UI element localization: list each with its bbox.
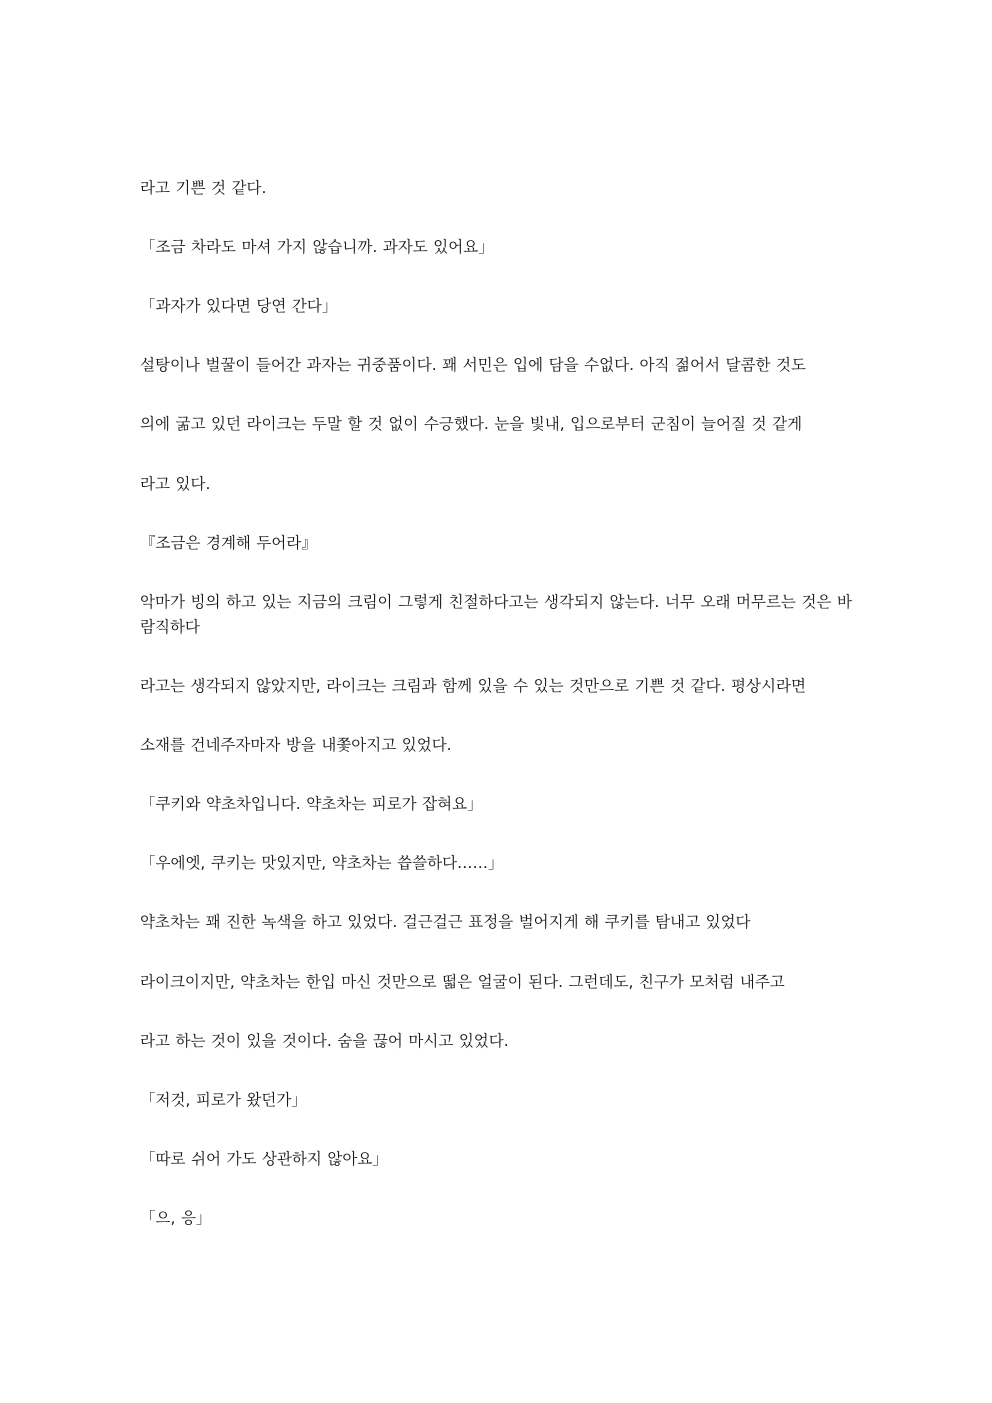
paragraph: 라고 있다.	[140, 474, 211, 493]
paragraph: 약초차는 꽤 진한 녹색을 하고 있었다. 걸근걸근 표정을 벌어지게 해 쿠키를 탐내고 있었다	[140, 913, 751, 932]
paragraph: 라고 하는 것이 있을 것이다. 숨을 끊어 마시고 있었다.	[140, 1031, 509, 1050]
paragraph: 「따로 쉬어 가도 상관하지 않아요」	[140, 1149, 388, 1168]
paragraph: 「으, 응」	[140, 1208, 212, 1227]
paragraph: 의에 굶고 있던 라이크는 두말 할 것 없이 수긍했다. 눈을 빛내, 입으로부터 군침이 늘어질 것 같게	[140, 415, 803, 434]
paragraph: 「쿠키와 약초차입니다. 약초차는 피로가 잡혀요」	[140, 795, 483, 814]
paragraph: 라고는 생각되지 않았지만, 라이크는 크림과 함께 있을 수 있는 것만으로 기쁜 것 같다. 평상시라면	[140, 676, 806, 695]
document-text-body	[140, 176, 852, 1231]
paragraph: 『조금은 경계해 두어라』	[140, 533, 317, 552]
paragraph: 소재를 건네주자마자 방을 내쫓아지고 있었다.	[140, 736, 452, 755]
paragraph: 악마가 빙의 하고 있는 지금의 크림이 그렇게 친절하다고는 생각되지 않는다. 너무 오래 머무르는 것은 바람직하다	[140, 592, 852, 636]
paragraph: 「저것, 피로가 왔던가」	[140, 1090, 307, 1109]
paragraph: 라고 기쁜 것 같다.	[140, 179, 267, 197]
paragraph: 「조금 차라도 마셔 가지 않습니까. 과자도 있어요」	[140, 238, 494, 257]
paragraph: 라이크이지만, 약초차는 한입 마신 것만으로 떫은 얼굴이 된다. 그런데도, 친구가 모처럼 내주고	[140, 972, 785, 991]
paragraph: 설탕이나 벌꿀이 들어간 과자는 귀중품이다. 꽤 서민은 입에 담을 수없다. 아직 젊어서 달콤한 것도	[140, 356, 806, 375]
paragraph: 「과자가 있다면 당연 간다」	[140, 297, 338, 316]
paragraph: 「우에엣, 쿠키는 맛있지만, 약초차는 씁쓸하다……」	[140, 854, 504, 873]
